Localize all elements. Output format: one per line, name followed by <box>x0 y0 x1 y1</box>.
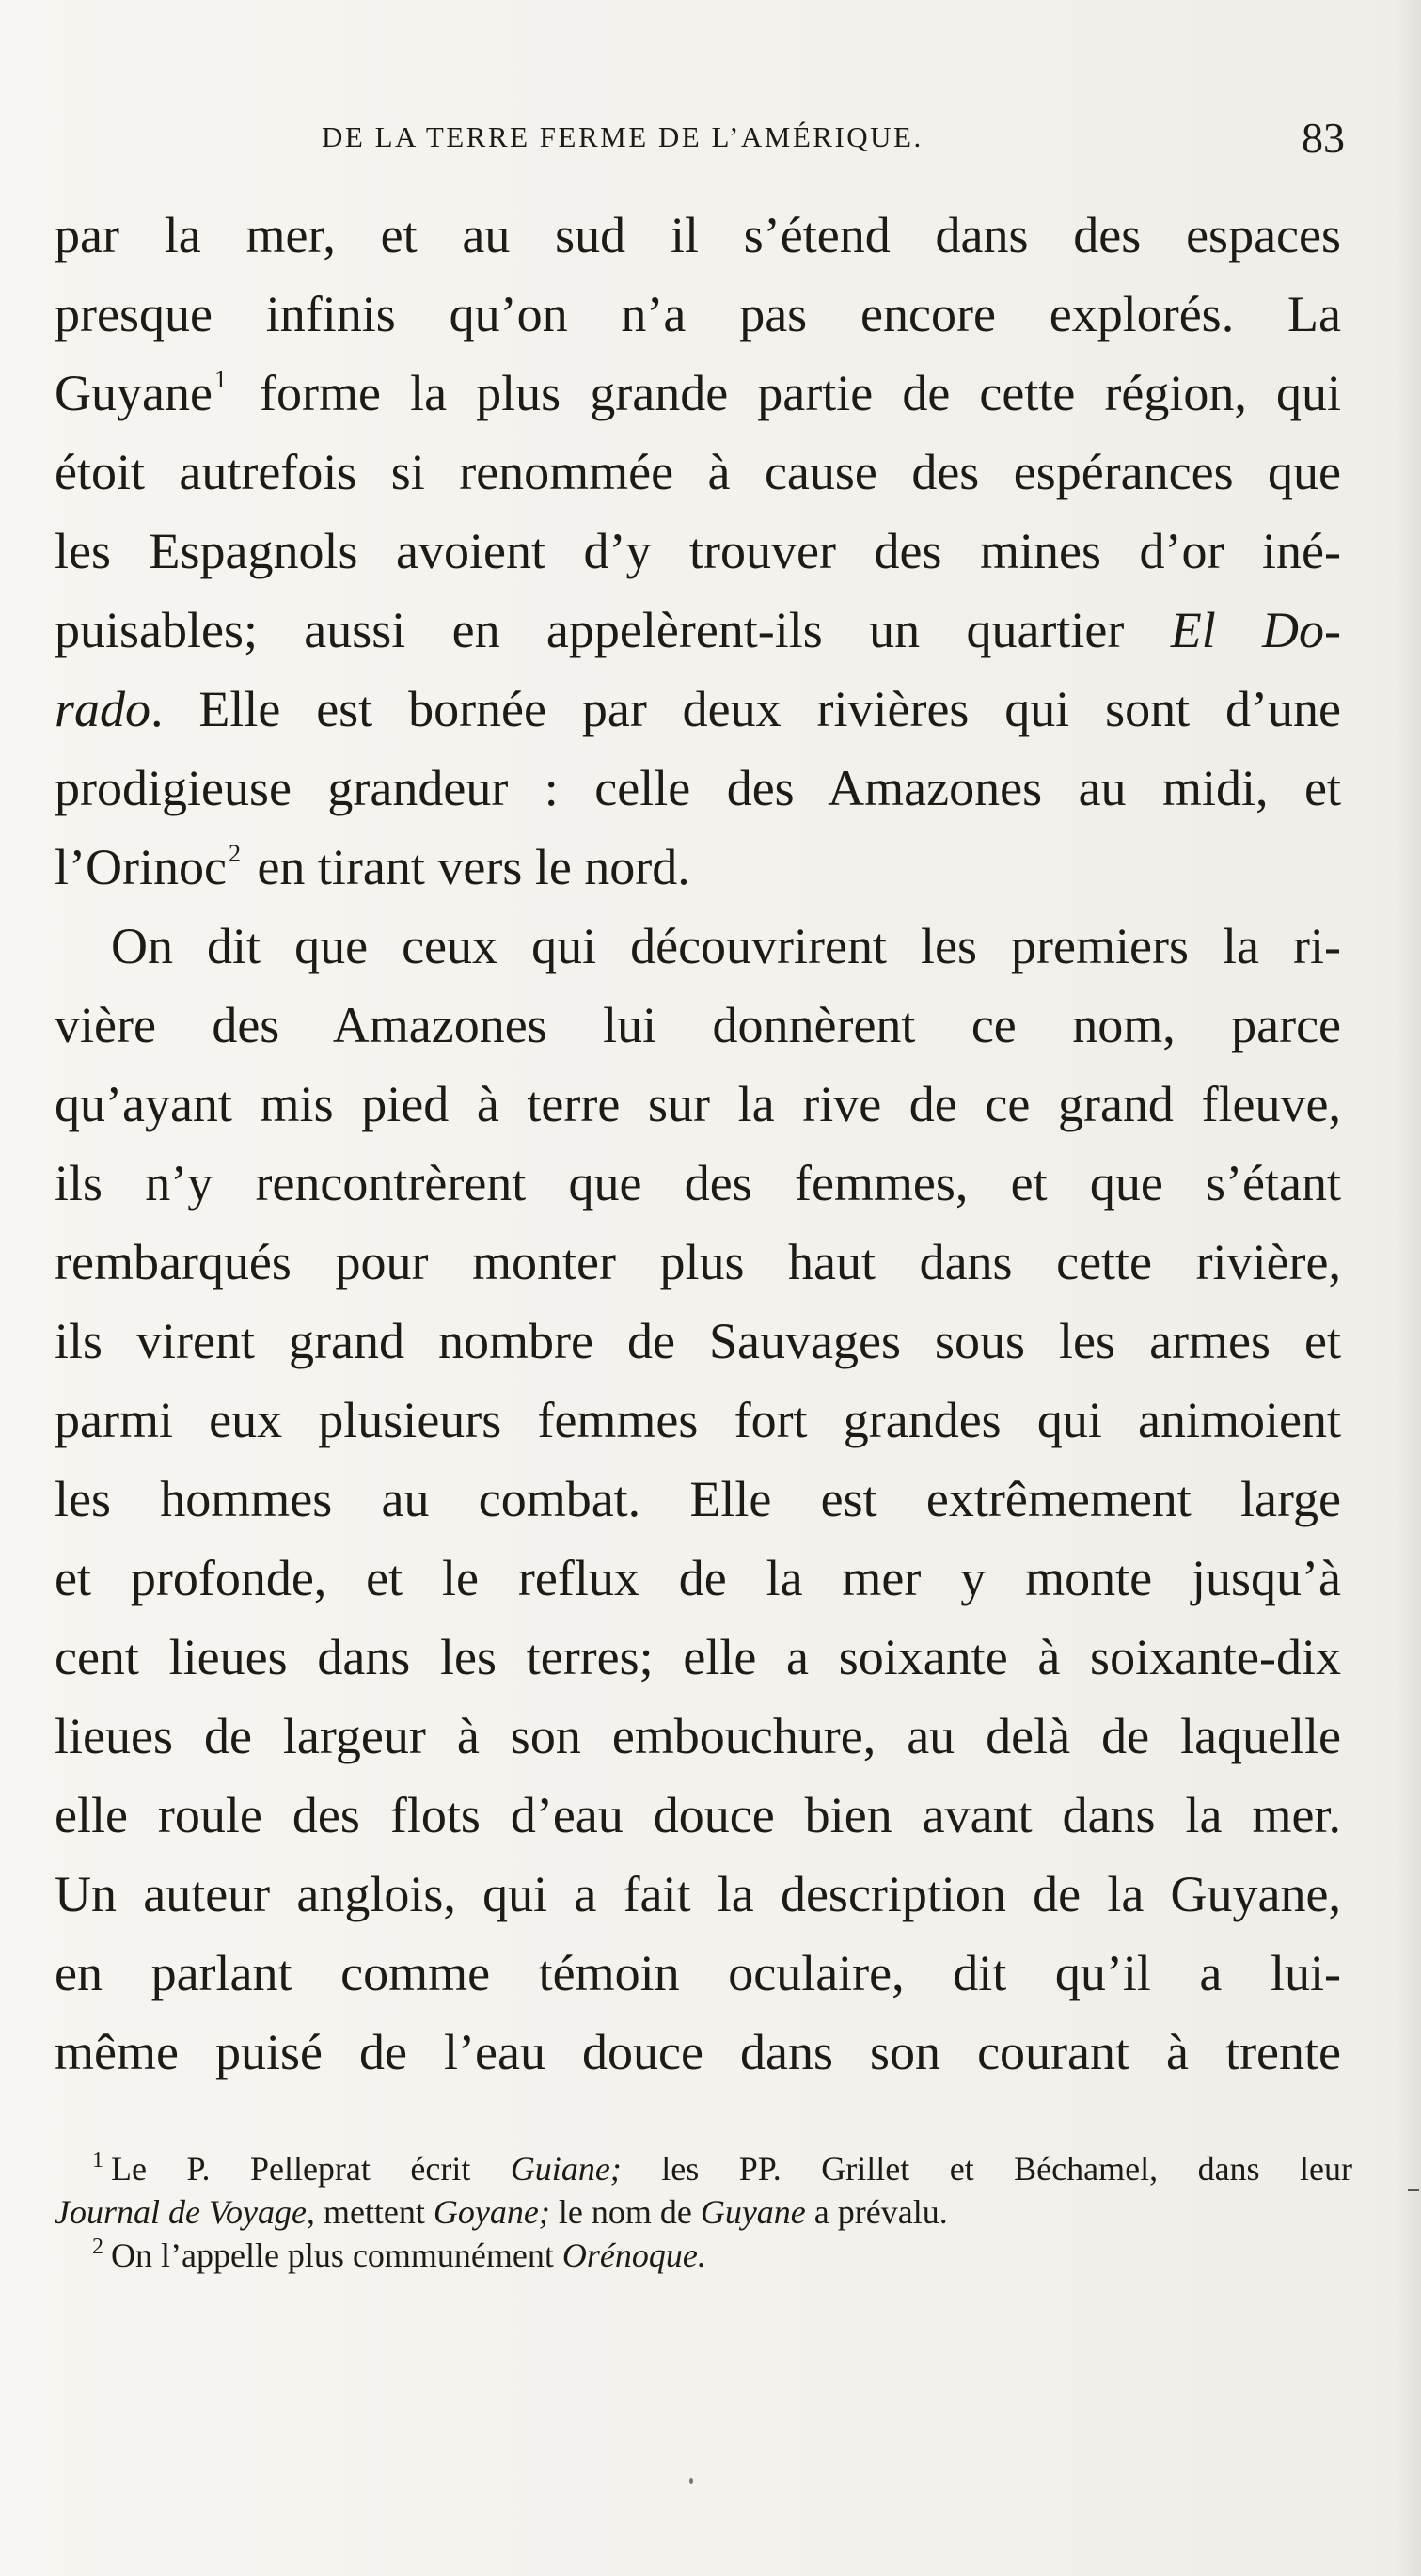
text-span: . Elle est bornée par deux rivières qui sont d’une <box>150 681 1341 737</box>
text-span: puisables; aussi en appelèrent-ils un quartier <box>55 602 1125 658</box>
text-line: étoit autrefois si renommée à cause des espérances que <box>55 444 1341 500</box>
text-line <box>55 354 1341 433</box>
text-line: vière des Amazones lui donnèrent ce nom, parce <box>55 997 1341 1053</box>
text-span: en tirant vers le nord. <box>257 839 690 895</box>
text-line: même puisé de l’eau douce dans son courant à trente <box>55 2024 1341 2080</box>
running-head <box>282 111 1364 167</box>
footnote-1 <box>55 2147 1352 2190</box>
footnote-text: On l’appelle plus communément <box>111 2236 554 2274</box>
text-line: lieues de largeur à son embouchure, au delà de laquelle <box>55 1708 1341 1764</box>
text-line: en parlant comme témoin oculaire, dit qu’il a lui- <box>55 1945 1341 2001</box>
text-span: l’Orinoc <box>55 839 227 895</box>
footnote-mark: 2 <box>228 840 241 867</box>
running-title: DE LA TERRE FERME DE L’AMÉRIQUE. <box>322 120 924 153</box>
text-line: rembarqués pour monter plus haut dans cette rivière, <box>55 1234 1341 1290</box>
text-line: par la mer, et au sud il s’étend dans des espaces <box>55 207 1341 263</box>
text-line: qu’ayant mis pied à terre sur la rive de ce grand fleuve, <box>55 1076 1341 1132</box>
footnote-text: les PP. Grillet et Béchamel, dans leur <box>661 2150 1353 2188</box>
footnote-text: a prévalu. <box>813 2193 948 2231</box>
footnote-mark: 1 <box>213 366 227 393</box>
footnotes <box>55 2147 1352 2277</box>
text-line: les hommes au combat. Elle est extrêmement large <box>55 1471 1341 1527</box>
text-line: les Espagnols avoient d’y trouver des mines d’or iné- <box>55 523 1341 579</box>
italic-span: El Do- <box>1170 602 1342 658</box>
text-line <box>55 591 1341 670</box>
footnote-italic: Guiane; <box>510 2150 622 2188</box>
footnote-2 <box>55 2234 1352 2277</box>
text-line: ils n’y rencontrèrent que des femmes, et que s’étant <box>55 1155 1341 1211</box>
text-line: et profonde, et le reflux de la mer y monte jusqu’à <box>55 1550 1341 1606</box>
footnote-text: mettent <box>323 2193 425 2231</box>
footnote-italic: Orénoque. <box>561 2236 706 2274</box>
page-number: 83 <box>1302 114 1345 162</box>
text-span: Guyane <box>55 365 213 421</box>
text-span: forme la plus grande partie de cette région, qui <box>260 365 1341 421</box>
text-line: Un auteur anglois, qui a fait la description de la Guyane, <box>55 1866 1341 1922</box>
footnote-text: Le P. Pelleprat écrit <box>111 2150 471 2188</box>
footnote-1-continued <box>55 2190 1352 2234</box>
footnote-italic: Guyane <box>700 2193 806 2231</box>
text-line: parmi eux plusieurs femmes fort grandes qui animoient <box>55 1392 1341 1448</box>
edge-mark <box>1408 2189 1419 2191</box>
text-line: prodigieuse grandeur : celle des Amazones au midi, et <box>55 760 1341 816</box>
text-line: presque infinis qu’on n’a pas encore explorés. La <box>55 286 1341 342</box>
text-line: elle roule des flots d’eau douce bien avant dans la mer. <box>55 1787 1341 1843</box>
footnote-italic: Goyane; <box>433 2193 550 2231</box>
footnote-text: le nom de <box>558 2193 692 2231</box>
footnote-italic: Journal de Voyage, <box>55 2193 315 2231</box>
footnote-number: 1 <box>92 2148 103 2173</box>
footnote-number: 2 <box>92 2235 103 2259</box>
text-line: On dit que ceux qui découvrirent les premiers la ri- <box>111 918 1341 974</box>
text-line <box>55 670 1341 749</box>
text-line <box>55 828 1341 907</box>
body-text <box>55 196 1341 2092</box>
print-speck <box>689 2478 693 2484</box>
italic-span: rado <box>55 681 151 737</box>
text-line: ils virent grand nombre de Sauvages sous les armes et <box>55 1313 1341 1369</box>
text-line: cent lieues dans les terres; elle a soixante à soixante-dix <box>55 1629 1341 1685</box>
